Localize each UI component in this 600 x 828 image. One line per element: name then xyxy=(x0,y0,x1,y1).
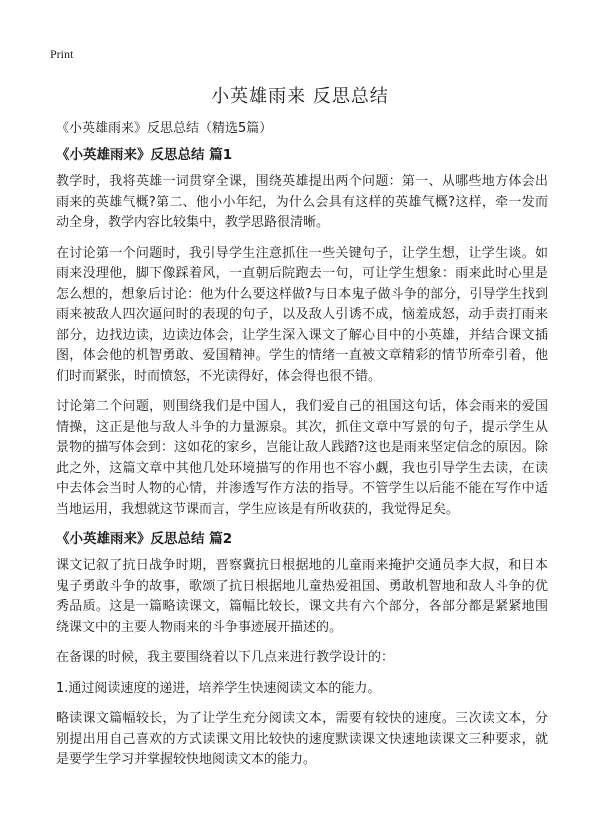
paragraph: 1.通过阅读速度的递进，培养学生快速阅读文本的能力。 xyxy=(56,680,381,696)
article-body xyxy=(56,120,548,781)
section-1 xyxy=(56,146,548,520)
paragraph: 课文记叙了抗日战争时期，晋察冀抗日根据地的儿童雨来掩护交通员李大叔，和日本鬼子勇敢斗争的故事，歌颂了抗日根据地儿童热爱祖国、勇敢机智地和敌人斗争的优秀品质。这是一篇略读课文，篇幅比较长，课文共有六个部分，各部分都是紧紧地围绕课文中的主要人物雨来的斗争事迹展开描述的。 xyxy=(56,558,548,635)
paragraph: 在讨论第一个问题时，我引导学生注意抓住一些关键句子，让学生想，让学生谈。如雨来没理他，脚下像踩着风，一直朝后院跑去一句，可让学生想象：雨来此时心里是怎么想的，想象后讨论：他为什么要这样做?与日本鬼子做斗争的部分，引导学生找到雨来被敌人四次逼问时的表现的句子，以及敌人引诱不成，恼羞成怒，动手责打雨来部分，边找边读，边读边体会，让学生深入课文了解心目中的小英雄，并结合课文插图，体会他的机智勇敢、爱国精神。学生的情绪一直被文章精彩的情节所牵引着，他们时而紧张，时而愤怒，不光读得好，体会得也很不错。 xyxy=(56,245,548,384)
page-title: 小英雄雨来 反思总结 xyxy=(211,86,389,107)
print-link[interactable]: Print xyxy=(50,47,74,61)
paragraph: 教学时，我将英雄一词贯穿全课，围绕英雄提出两个问题：第一、从哪些地方体会出雨来的英雄气概?第二、他小小年纪，为什么会具有这样的英雄气概?这样，牵一发而动全身，教学内容比较集中，教学思路很清晰。 xyxy=(56,174,548,230)
section-2 xyxy=(56,530,548,771)
article-subtitle: 《小英雄雨来》反思总结（精选5篇） xyxy=(56,121,273,136)
section-heading: 《小英雄雨来》反思总结 篇1 xyxy=(56,147,233,163)
section-heading: 《小英雄雨来》反思总结 篇2 xyxy=(56,531,233,547)
paragraph: 在备课的时候，我主要围绕着以下几点来进行教学设计的： xyxy=(56,650,395,665)
paragraph: 略读课文篇幅较长，为了让学生充分阅读文本，需要有较快的速度。三次读文本，分别提出用自己喜欢的方式读课文用比较快的速度默读课文快速地读课文三种要求，就是要学生学习并掌握较快地阅读文本的能力。 xyxy=(56,711,548,767)
paragraph: 讨论第二个问题，则围绕我们是中国人，我们爱自己的祖国这句话，体会雨来的爱国情操，这正是他与敌人斗争的力量源泉。其次，抓住文章中写景的句子，提示学生从景物的描写体会到：这如花的家乡，岂能让敌人践踏?这也是雨来坚定信念的原因。除此之外，这篇文章中其他几处环境描写的作用也不容小觑，我也引导学生去读，在读中去体会当时人物的心情，并渗透写作方法的指导。不管学生以后能不能在写作中适当地运用，我想就这节课而言，学生应该是有所收获的，我觉得足矣。 xyxy=(56,399,548,517)
